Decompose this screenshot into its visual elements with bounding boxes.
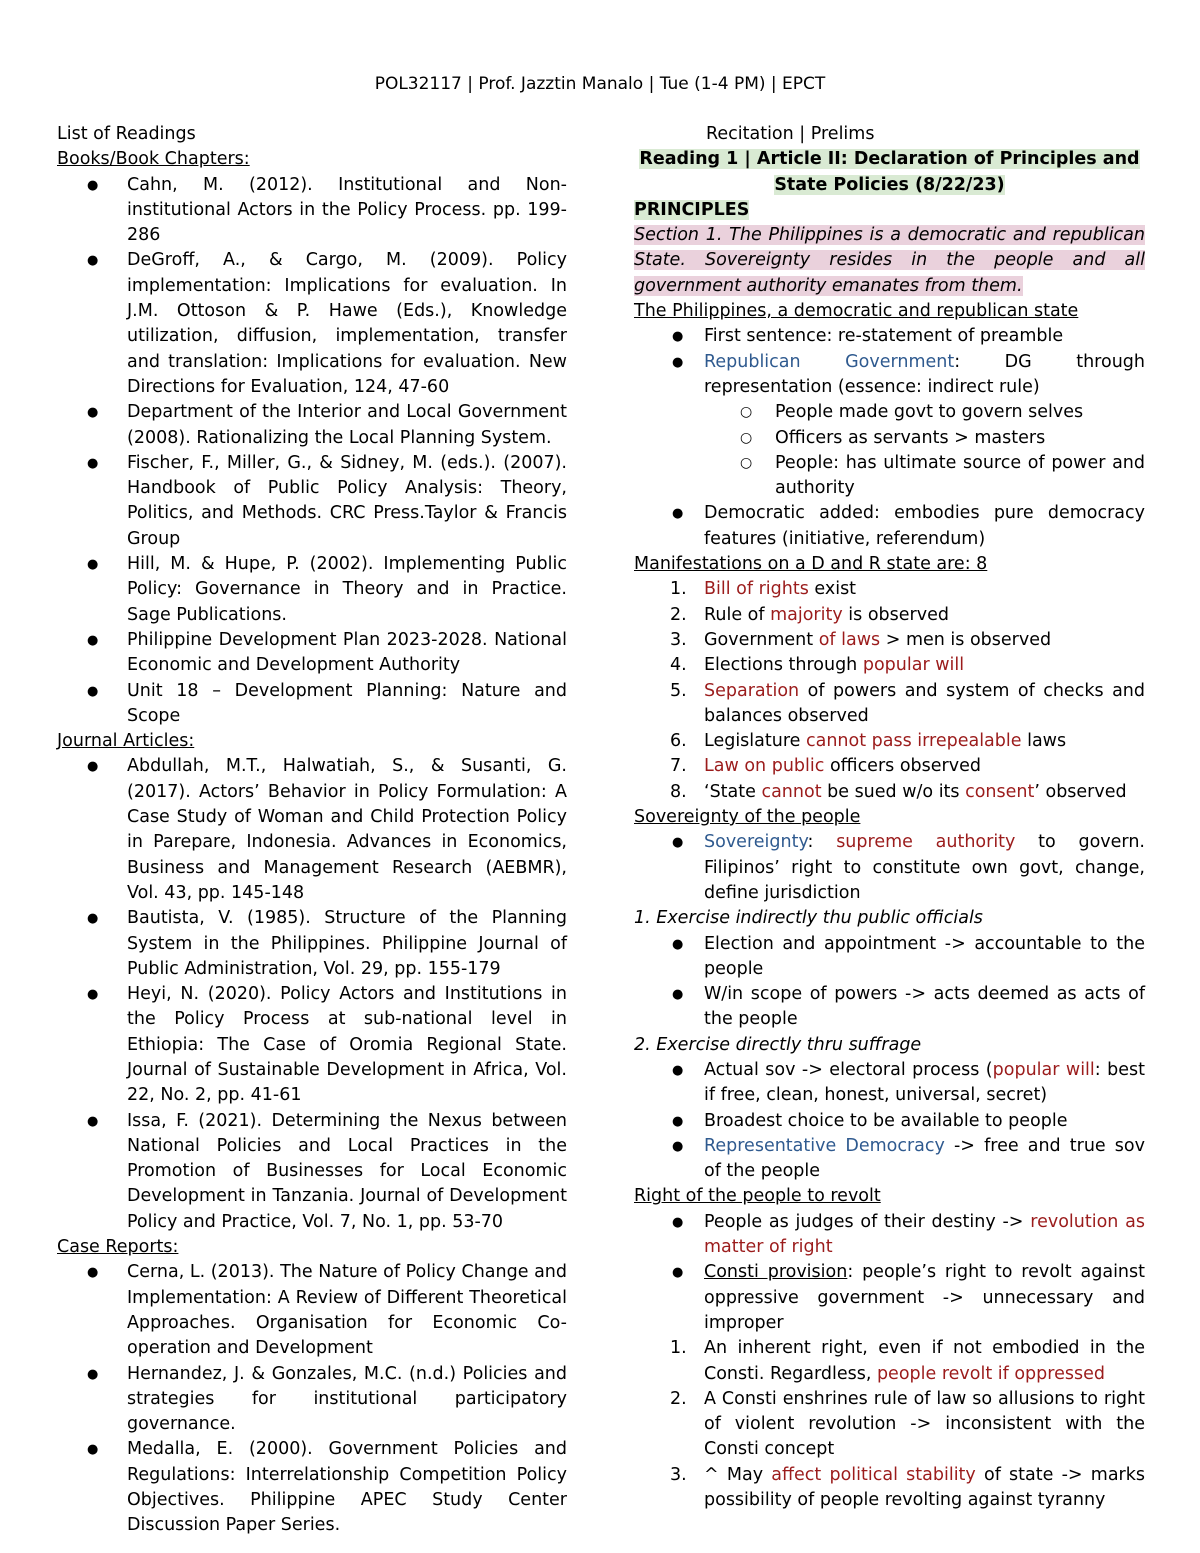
cases-list [57, 1260, 567, 1538]
list-item: ● Medalla, E. (2000). Government Policies and Regulations: Interrelationship Competition Policy Objectives. Philippine APEC Study Center Discussion Paper Series. [57, 1437, 567, 1538]
list-item: 7. Law on public officers observed [670, 756, 981, 777]
list-item: ● Unit 18 – Development Planning: Nature and Scope [57, 679, 567, 730]
list-item: ● Department of the Interior and Local Government (2008). Rationalizing the Local Planning System. [57, 400, 567, 451]
list-item: ● Election and appointment -> accountable to the people [634, 932, 1145, 983]
dr-state-list [634, 324, 1145, 400]
books-list [57, 173, 567, 730]
principles-label [634, 198, 1145, 223]
heading-sovereignty: Sovereignty of the people [634, 807, 861, 828]
list-item: ● Sovereignty: supreme authority to govern. Filipinos’ right to constitute own govt, change, define jurisdiction [634, 830, 1145, 906]
list-item: ● Philippine Development Plan 2023-2028. National Economic and Development Authority [57, 628, 567, 679]
list-item: ● Hernandez, J. & Gonzales, M.C. (n.d.) Policies and strategies for institutional participatory governance. [57, 1362, 567, 1438]
democratic-list [634, 501, 1145, 552]
reading-title-line1: Reading 1 | Article II: Declaration of Principles and [639, 149, 1140, 170]
list-item: ● Broadest choice to be available to people [634, 1109, 1145, 1134]
list-item: 2. Rule of majority is observed [670, 604, 949, 625]
list-item: ● Consti provision: people’s right to revolt against oppressive government -> unnecessary and improper [634, 1260, 1145, 1336]
exercise-indirect-heading: 1. Exercise indirectly thu public officials [634, 908, 983, 929]
revolt-list [634, 1210, 1145, 1336]
reading-title-line2: State Policies (8/22/23) [774, 174, 1005, 195]
page-header: POL32117 | Prof. Jazztin Manalo | Tue (1-4 PM) | EPCT [374, 74, 826, 94]
list-item: ● Cahn, M. (2012). Institutional and Non-institutional Actors in the Policy Process. pp. 199-286 [57, 173, 567, 249]
list-item: ● First sentence: re-statement of preamble [634, 324, 1145, 349]
heading-dr-state: The Philippines, a democratic and republican state [634, 301, 1079, 322]
list-item: ● Fischer, F., Miller, G., & Sidney, M. (eds.). (2007). Handbook of Public Policy Analysis: Theory, Politics, and Methods. CRC Press.Taylor & Francis Group [57, 451, 567, 552]
list-item: 3. Government of laws > men is observed [670, 629, 1052, 650]
sovereignty-list [634, 830, 1145, 906]
list-item: ● Representative Democracy -> free and true sov of the people [634, 1134, 1145, 1185]
list-item: ● People as judges of their destiny -> revolution as matter of right [634, 1210, 1145, 1261]
list-item: ● Cerna, L. (2013). The Nature of Policy Change and Implementation: A Review of Different Theoretical Approaches. Organisation for Economic Co-operation and Development [57, 1260, 567, 1361]
heading-revolt: Right of the people to revolt [634, 1186, 881, 1207]
list-item-text: : DG through representation (essence: indirect rule) [704, 351, 1145, 397]
readings-title: List of Readings [57, 124, 196, 144]
list-item: ○ People made govt to govern selves [634, 400, 1145, 425]
list-item: 2. A Consti enshrines rule of law so allusions to right of violent revolution -> inconsistent with the Consti concept [670, 1388, 1145, 1460]
list-item: ● Democratic added: embodies pure democracy features (initiative, referendum) [634, 501, 1145, 552]
recitation-label: Recitation | Prelims [706, 124, 875, 144]
list-item: 5. Separation of powers and system of checks and balances observed [670, 680, 1145, 726]
indirect-list [634, 932, 1145, 1033]
list-item: ● W/in scope of powers -> acts deemed as acts of the people [634, 982, 1145, 1033]
republican-term: Republican Government [704, 351, 955, 372]
readings-column [57, 122, 567, 1539]
list-item: ● Issa, F. (2021). Determining the Nexus between National Policies and Local Practices in the Promotion of Businesses for Local Economic Development in Tanzania. Journal of Development Policy and Practice, Vol. 7, No. 1, pp. 53-70 [57, 1109, 567, 1235]
list-item: 1. Bill of rights exist [670, 579, 857, 600]
manifestations-list [634, 577, 1145, 805]
list-item: ○ People: has ultimate source of power and authority [634, 451, 1145, 502]
list-item: ● Heyi, N. (2020). Policy Actors and Institutions in the Policy Process at sub-national level in Ethiopia: The Case of Oromia Regional State. Journal of Sustainable Development in Africa, Vol. 22, No. 2, pp. 41-61 [57, 982, 567, 1108]
section-1-text [634, 223, 1145, 299]
list-item: ● Abdullah, M.T., Halwatiah, S., & Susanti, G. (2017). Actors’ Behavior in Policy Formulation: A Case Study of Woman and Child Protection Policy in Parepare, Indonesia. Advances in Economics, Business and Management Research (AEBMR), Vol. 43, pp. 145-148 [57, 754, 567, 906]
list-item: 1. An inherent right, even if not embodied in the Consti. Regardless, people revolt if oppressed [670, 1338, 1145, 1384]
list-item: ● Actual sov -> electoral process (popular will: best if free, clean, honest, universal, secret) [634, 1058, 1145, 1109]
heading-manifestations: Manifestations on a D and R state are: 8 [634, 554, 988, 575]
list-item: 6. Legislature cannot pass irrepealable laws [670, 731, 1067, 752]
principles-text: PRINCIPLES [634, 199, 750, 220]
books-heading: Books/Book Chapters: [57, 149, 250, 170]
list-item: 3. ^ May affect political stability of state -> marks possibility of people revolting against tyranny [670, 1464, 1145, 1511]
journals-heading: Journal Articles: [57, 731, 195, 752]
cases-heading: Case Reports: [57, 1237, 179, 1258]
revolt-numbered-list [634, 1336, 1145, 1513]
list-item: ○ Officers as servants > masters [634, 426, 1145, 451]
list-item: ● Bautista, V. (1985). Structure of the Planning System in the Philippines. Philippine Journal of Public Administration, Vol. 29, pp. 155-179 [57, 906, 567, 982]
list-item: ● DeGroff, A., & Cargo, M. (2009). Policy implementation: Implications for evaluation. In J.M. Ottoson & P. Hawe (Eds.), Knowledge utilization, diffusion, implementation, transfer and translation: Implications for evaluation. New Directions for Evaluation, 124, 47-60 [57, 248, 567, 400]
journals-list [57, 754, 567, 1235]
notes-column [634, 122, 1145, 1513]
list-item: 8. ‘State cannot be sued w/o its consent’ observed [670, 781, 1127, 802]
section-1-highlight: Section 1. The Philippines is a democratic and republican State. Sovereignty resides in the people and all government authority emanates from them. [634, 225, 1145, 296]
exercise-direct-heading: 2. Exercise directly thru suffrage [634, 1034, 922, 1055]
direct-list [634, 1058, 1145, 1184]
reading-title [634, 147, 1145, 198]
list-item: ● Hill, M. & Hupe, P. (2002). Implementing Public Policy: Governance in Theory and in Practice. Sage Publications. [57, 552, 567, 628]
republican-sublist [634, 400, 1145, 501]
list-item [634, 350, 1145, 401]
list-item: 4. Elections through popular will [670, 655, 965, 676]
